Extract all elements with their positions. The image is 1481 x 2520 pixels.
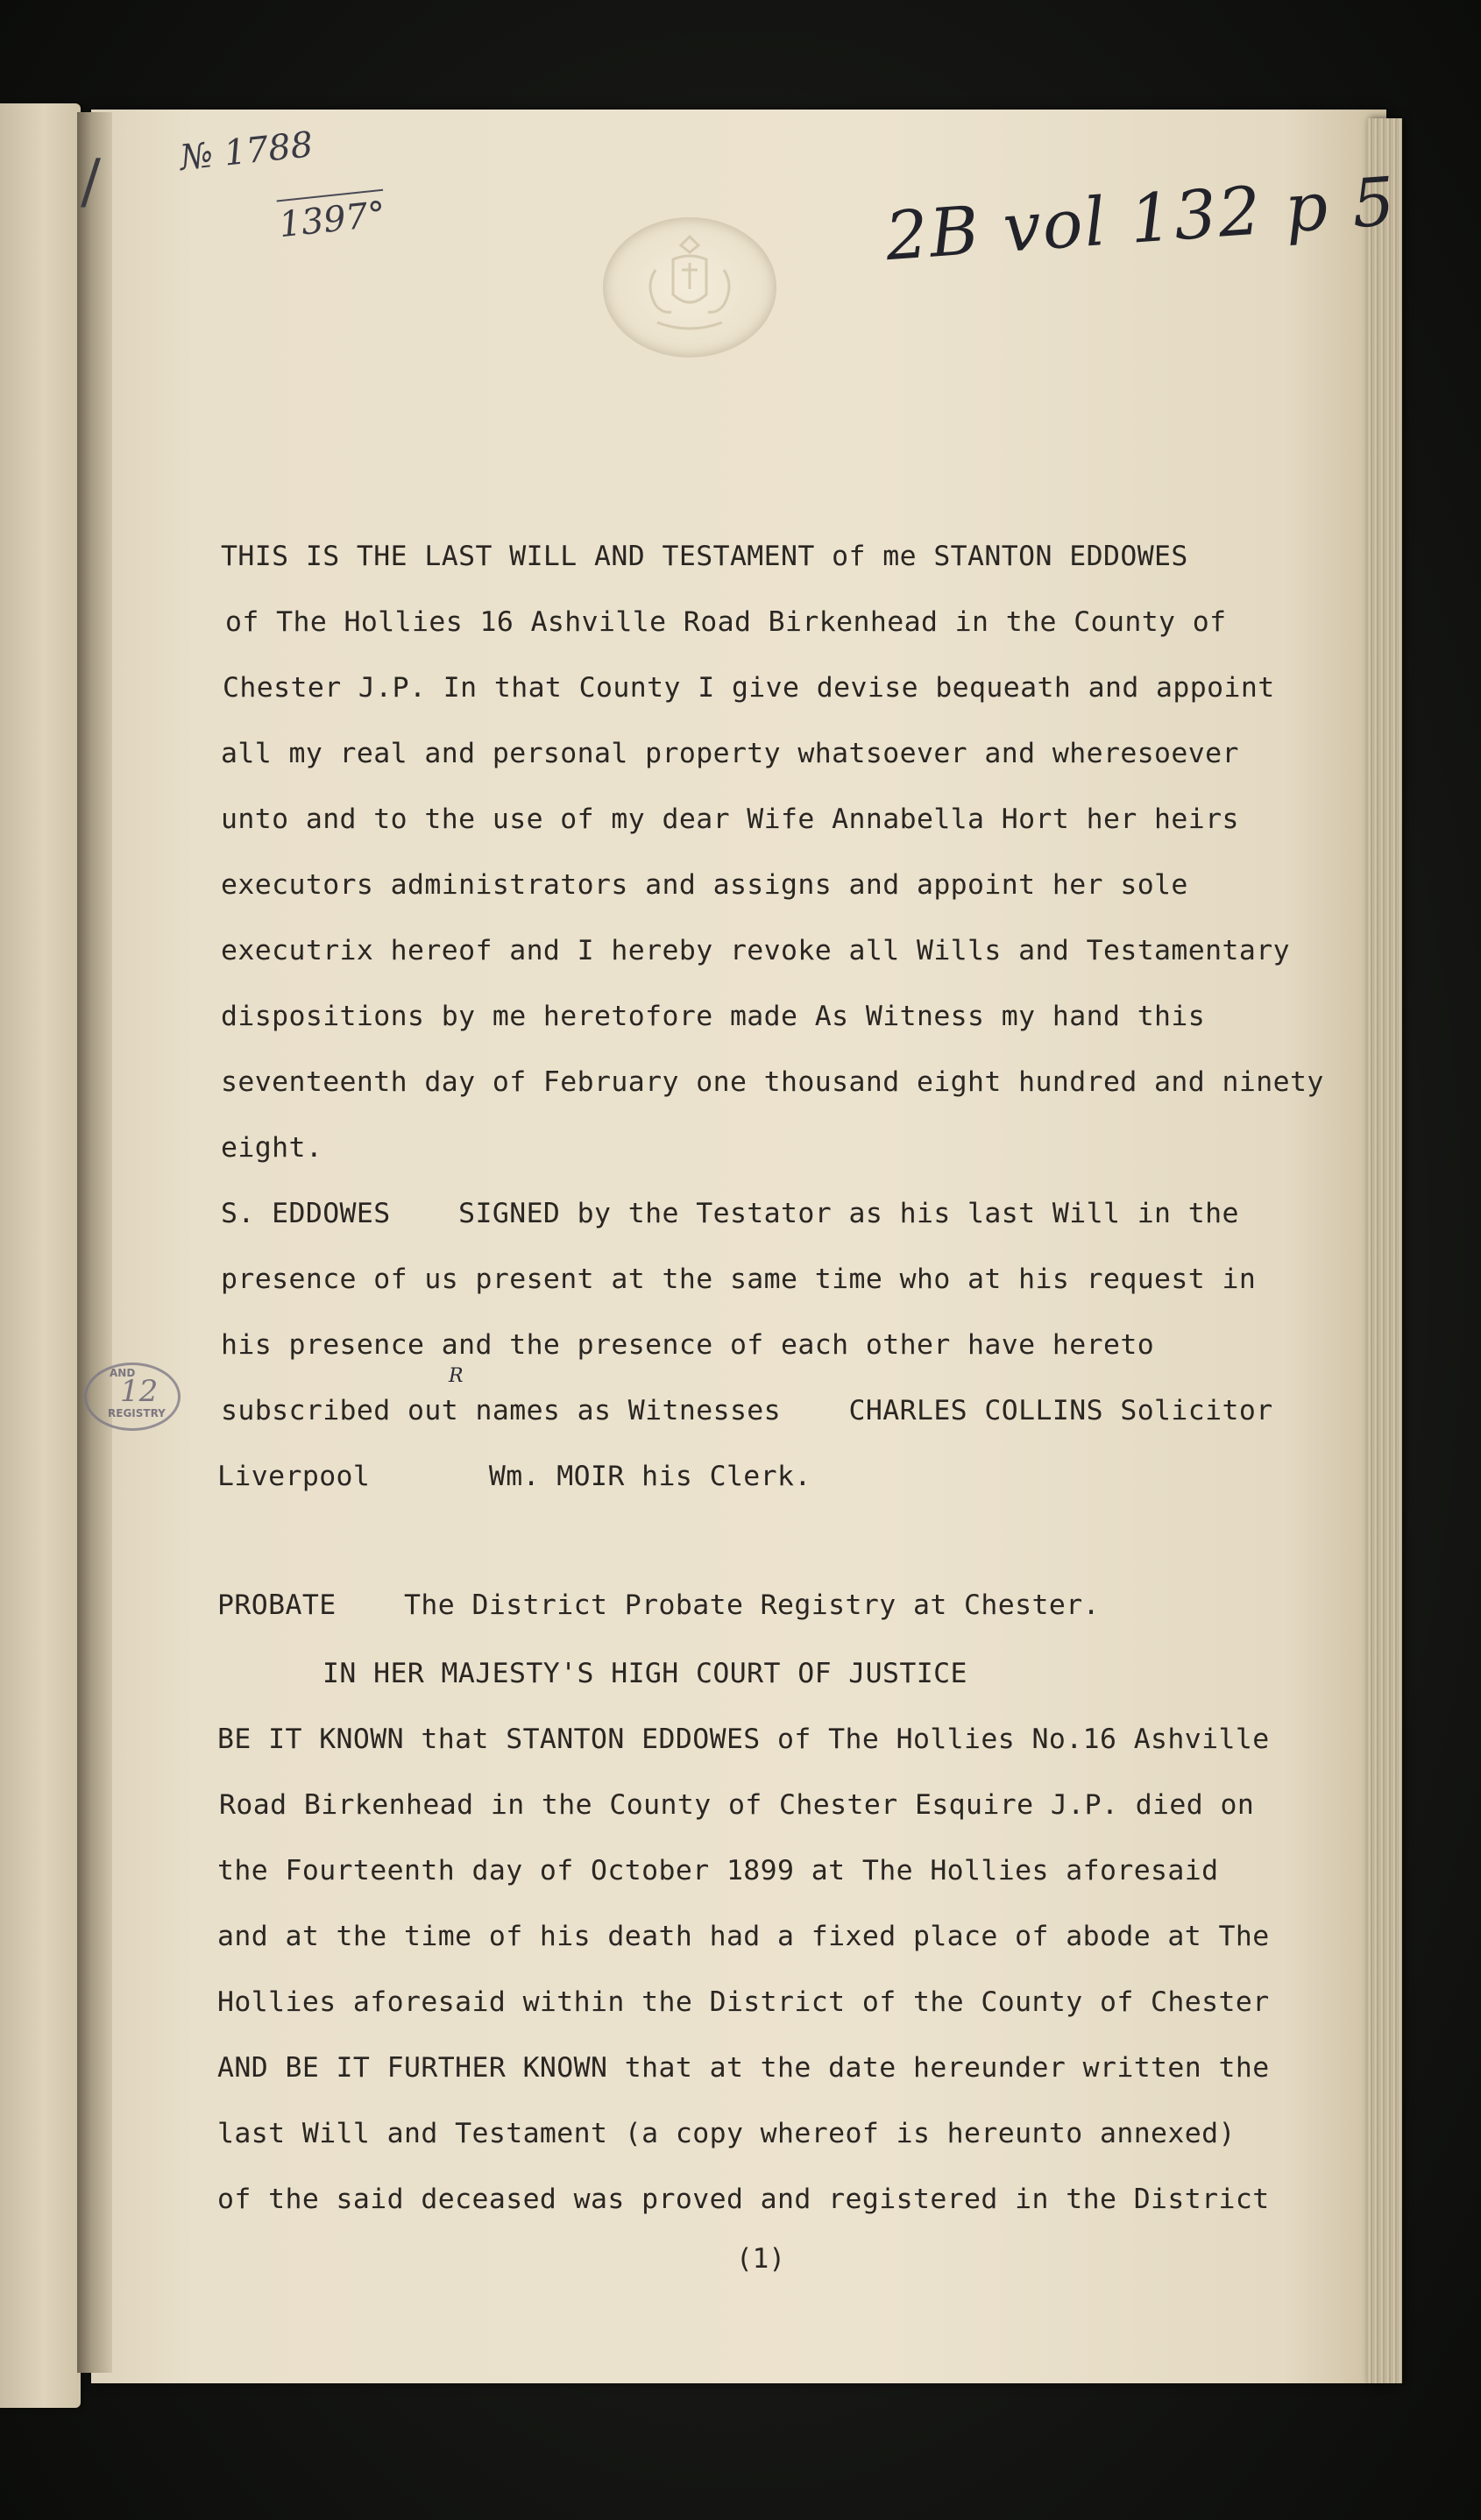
probate-heading: PROBATE The District Probate Registry at Chester. bbox=[217, 1589, 1100, 1621]
probate-line: BE IT KNOWN that STANTON EDDOWES of The Hollies No.16 Ashville bbox=[217, 1724, 1270, 1755]
margin-tick-mark: / bbox=[81, 147, 101, 216]
stamp-number: 12 bbox=[120, 1374, 159, 1409]
probate-line: AND BE IT FURTHER KNOWN that at the date hereunder written the bbox=[217, 2052, 1270, 2084]
royal-arms-emboss-icon bbox=[603, 217, 776, 357]
book-gutter bbox=[77, 112, 112, 2373]
will-line: THIS IS THE LAST WILL AND TESTAMENT of me STANTON EDDOWES bbox=[221, 541, 1188, 572]
stamp-bottom-text: REGISTRY bbox=[108, 1407, 166, 1419]
signature-line: his presence and the presence of each other have hereto bbox=[221, 1329, 1155, 1361]
probate-line: and at the time of his death had a fixed place of abode at The bbox=[217, 1921, 1270, 1952]
will-line: unto and to the use of my dear Wife Annabella Hort her heirs bbox=[221, 803, 1239, 835]
probate-line: Hollies aforesaid within the District of the County of Chester bbox=[217, 1986, 1270, 2018]
will-line: Chester J.P. In that County I give devise bequeath and appoint bbox=[223, 672, 1275, 704]
probate-line: last Will and Testament (a copy whereof is hereunto annexed) bbox=[217, 2118, 1236, 2149]
probate-line: the Fourteenth day of October 1899 at The Hollies aforesaid bbox=[217, 1855, 1219, 1886]
signature-line: presence of us present at the same time who at his request in bbox=[221, 1264, 1257, 1295]
embossed-seal bbox=[603, 217, 776, 357]
will-line: of The Hollies 16 Ashville Road Birkenhead in the County of bbox=[225, 606, 1227, 638]
handwritten-reference-number: № 1788 bbox=[178, 124, 315, 179]
court-heading: IN HER MAJESTY'S HIGH COURT OF JUSTICE bbox=[322, 1658, 967, 1689]
will-line: dispositions by me heretofore made As Witness my hand this bbox=[221, 1001, 1206, 1032]
will-line: executors administrators and assigns and appoint her sole bbox=[221, 869, 1188, 901]
stamp-top-text: AND bbox=[110, 1367, 136, 1379]
registry-stamp bbox=[84, 1363, 181, 1431]
signature-line: subscribed out names as Witnesses CHARLES COLLINS Solicitor bbox=[221, 1395, 1273, 1426]
page-stack-edge bbox=[1367, 118, 1402, 2383]
page-number: (1) bbox=[736, 2243, 785, 2275]
will-line: executrix hereof and I hereby revoke all Wills and Testamentary bbox=[221, 935, 1290, 966]
will-line: seventeenth day of February one thousand eight hundred and ninety bbox=[221, 1066, 1324, 1098]
facing-page-edge bbox=[0, 103, 81, 2408]
will-line: eight. bbox=[221, 1132, 323, 1164]
probate-line: of the said deceased was proved and registered in the District bbox=[217, 2184, 1270, 2215]
will-line: all my real and personal property whatsoever and wheresoever bbox=[221, 738, 1239, 769]
signature-line: S. EDDOWES SIGNED by the Testator as his last Will in the bbox=[221, 1198, 1239, 1229]
probate-line: Road Birkenhead in the County of Chester Esquire J.P. died on bbox=[219, 1789, 1255, 1821]
handwritten-correction: R bbox=[449, 1365, 464, 1387]
handwritten-reference-subnumber: 1397° bbox=[277, 189, 388, 245]
handwritten-volume-reference: 2B vol 132 p 5 bbox=[882, 161, 1400, 276]
signature-line: Liverpool Wm. MOIR his Clerk. bbox=[217, 1461, 811, 1492]
document-page bbox=[91, 110, 1386, 2383]
